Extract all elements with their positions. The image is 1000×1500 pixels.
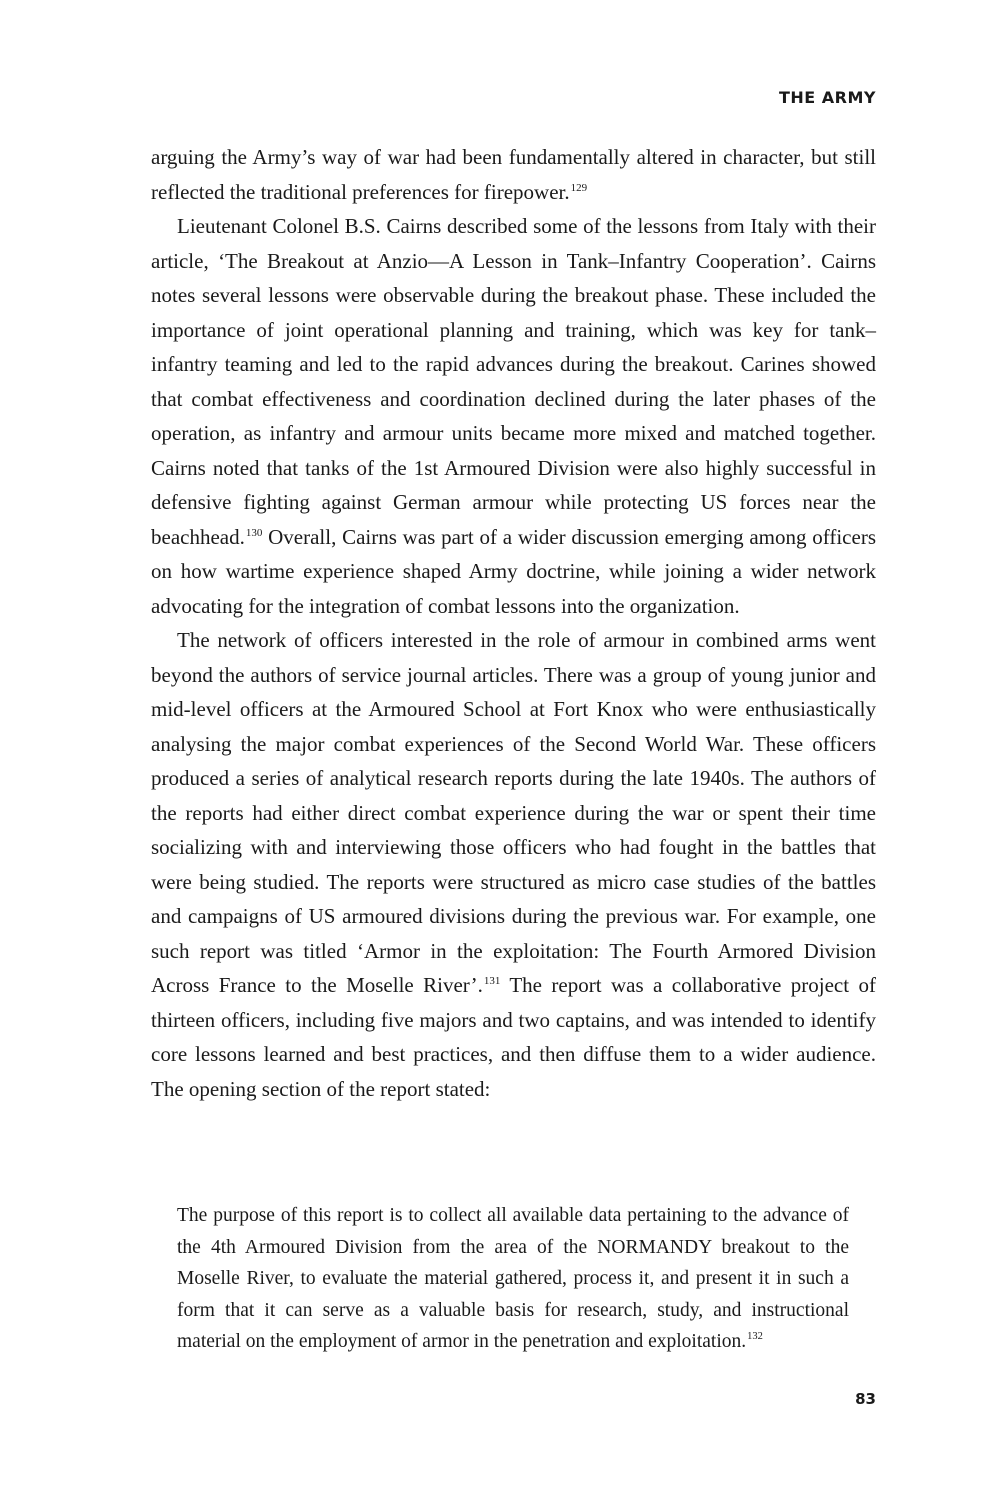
paragraph-3 xyxy=(151,623,876,1106)
paragraph-text-continued: Overall, Cairns was part of a wider discussion emerging among officers on how wartime experience shaped Army doctrine, while joining a wider network advocating for the integration of combat lessons into the organization. xyxy=(151,524,876,618)
block-quote-text: The purpose of this report is to collect all available data pertaining to the advance of the 4th Armoured Division from the area of the NORMANDY breakout to the Moselle River, to evaluate the material gathered, process it, and present it in such a form that it can serve as a valuable basis for research, study, and instructional material on the employment of armor in the penetration and exploitation. xyxy=(177,1205,849,1353)
page-number: 83 xyxy=(855,1390,876,1408)
block-quote-paragraph xyxy=(177,1200,849,1358)
footnote-ref-132: 132 xyxy=(747,1331,763,1343)
paragraph-text: Lieutenant Colonel B.S. Cairns described some of the lessons from Italy with their article, ‘The Breakout at Anzio—A Lesson in Tank–Infantry Cooperation’. Cairns notes several lessons were observable during the breakout phase. These included the importance of joint operational planning and training, which was key for tank–infantry teaming and led to the rapid advances during the breakout. Carines showed that combat effectiveness and coordination declined during the later phases of the operation, as infantry and armour units became more mixed and matched together. Cairns noted that tanks of the 1st Armoured Division were also highly successful in defensive fighting against German armour while protecting US forces near the beachhead. xyxy=(151,214,876,549)
block-quote xyxy=(177,1200,849,1358)
paragraph-text-continued: The report was a collaborative project of thirteen officers, including five majors and two captains, and was intended to identify core lessons learned and best practices, and then diffuse them to a wider audience. The opening section of the report stated: xyxy=(151,973,876,1101)
paragraph-1 xyxy=(151,140,876,209)
paragraph-2 xyxy=(151,209,876,623)
footnote-ref-129: 129 xyxy=(570,181,588,194)
body-text xyxy=(151,140,876,1106)
paragraph-text: arguing the Army’s way of war had been fundamentally altered in character, but still reflected the traditional preferences for firepower. xyxy=(151,145,876,204)
paragraph-text: The network of officers interested in the role of armour in combined arms went beyond the authors of service journal articles. There was a group of young junior and mid-level officers at the Armoured School at Fort Knox who were enthusiastically analysing the major combat experiences of the Second World War. These officers produced a series of analytical research reports during the late 1940s. The authors of the reports had either direct combat experience during the war or spent their time socializing with and interviewing those officers who had fought in the battles that were being studied. The reports were structured as micro case studies of the battles and campaigns of US armoured divisions during the previous war. For example, one such report was titled ‘Armor in the exploitation: The Fourth Armored Division Across France to the Moselle River’. xyxy=(151,628,876,997)
footnote-ref-131: 131 xyxy=(483,975,501,987)
footnote-ref-130: 130 xyxy=(245,526,263,539)
running-head: THE ARMY xyxy=(778,88,876,107)
